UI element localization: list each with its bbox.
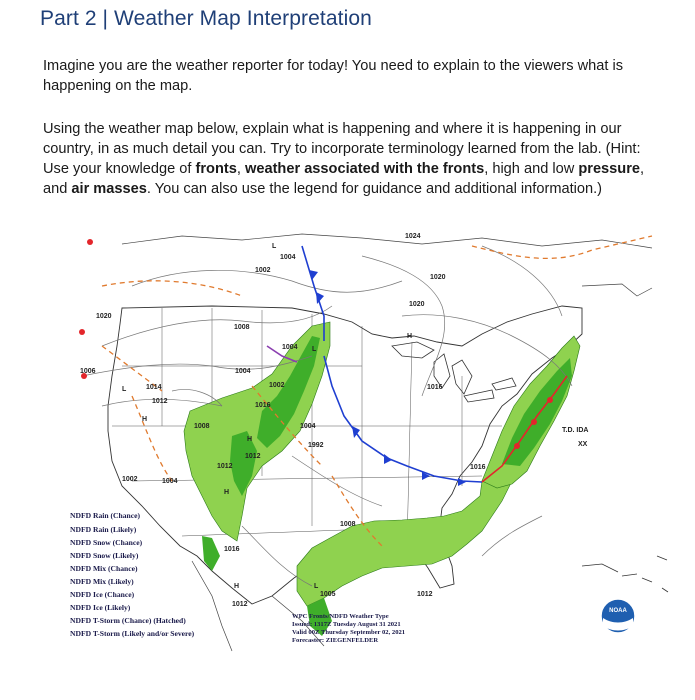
instr-text-1: Using the weather map below, explain what is happening and where it is happening in our country, in as much detail you can. Try to incorporate terminology learned from the lab. (Hint: Use your knowledge of xyxy=(43,121,641,177)
high-center-1: H xyxy=(142,416,148,423)
low-center-1: L xyxy=(272,243,277,250)
legend-item: NDFD Rain (Chance) xyxy=(70,511,141,520)
td-ida-label: T.D. IDA xyxy=(562,427,589,434)
legend-item: NDFD T-Storm (Likely and/or Severe) xyxy=(70,629,195,638)
legend-item: NDFD Ice (Chance) xyxy=(70,590,135,599)
isobar-label: 1012 xyxy=(417,591,433,598)
intro-paragraph: Imagine you are the weather reporter for today! You need to explain to the viewers what is happening on the map. xyxy=(43,58,624,94)
isobar-label: 1008 xyxy=(340,521,356,528)
isobar-label: 1012 xyxy=(245,453,261,460)
legend-item: NDFD Snow (Likely) xyxy=(70,551,139,560)
info-line: Forecaster: ZIEGENFELDER xyxy=(292,637,379,644)
instructions-paragraph xyxy=(43,119,668,199)
instr-text-2: , xyxy=(236,161,245,177)
info-line: Issued: 1317Z Tuesday August 31 2021 xyxy=(292,621,401,628)
isobar-label: 1005 xyxy=(320,591,336,598)
noaa-logo-text: NOAA xyxy=(609,608,627,614)
weather-map-svg xyxy=(62,226,672,661)
isobar-label: 1002 xyxy=(269,382,285,389)
legend-item: NDFD Ice (Likely) xyxy=(70,603,131,612)
isobar-label: 1020 xyxy=(430,274,446,281)
low-center-3: L xyxy=(122,386,127,393)
isobar-label: 1012 xyxy=(152,398,168,405)
isobar-label: 1002 xyxy=(255,267,271,274)
isobar-label: 1020 xyxy=(96,313,112,320)
legend-item: NDFD T-Storm (Chance) (Hatched) xyxy=(70,616,186,625)
isobar-label: 1004 xyxy=(280,254,296,261)
instr-bold-pressure: pressure xyxy=(578,161,640,177)
high-center-3: H xyxy=(224,489,230,496)
info-line: Valid 00Z Thursday September 02, 2021 xyxy=(292,629,406,636)
isobar-label: 1004 xyxy=(235,368,251,375)
isobar-label: 1002 xyxy=(122,476,138,483)
instr-text-3: , high and low xyxy=(484,161,579,177)
td-ida-symbol: XX xyxy=(578,441,588,448)
isobar-label: 1016 xyxy=(224,546,240,553)
legend-item: NDFD Snow (Chance) xyxy=(70,538,143,547)
isobar-label: 1012 xyxy=(217,463,233,470)
low-center-4: L xyxy=(314,583,319,590)
high-center-2: H xyxy=(247,436,253,443)
instr-text-4: , and xyxy=(43,161,645,197)
page-title: Part 2 | Weather Map Interpretation xyxy=(40,7,372,30)
isobar-label: 1016 xyxy=(427,384,443,391)
legend-item: NDFD Mix (Likely) xyxy=(70,577,134,586)
instr-bold-fronts: fronts xyxy=(195,161,237,177)
isobar-label: 1014 xyxy=(146,384,162,391)
instr-bold-air-masses: air masses xyxy=(71,181,147,197)
low-center-2: L xyxy=(312,346,317,353)
isobar-label: 1008 xyxy=(234,324,250,331)
isobar-label: 1024 xyxy=(405,233,421,240)
isobar-label: 1004 xyxy=(282,344,298,351)
isobar-label: 1012 xyxy=(232,601,248,608)
isobar-label: 1006 xyxy=(80,368,96,375)
isobar-label: 1004 xyxy=(162,478,178,485)
weather-map xyxy=(62,226,672,661)
noaa-logo xyxy=(601,599,635,633)
isobar-label: 1016 xyxy=(255,402,271,409)
high-center-5: H xyxy=(407,333,413,340)
isobar-label: 1016 xyxy=(470,464,486,471)
high-center-4: H xyxy=(234,583,240,590)
instr-text-5: . You can also use the legend for guidance and additional information.) xyxy=(146,181,603,197)
isobar-label: 1992 xyxy=(308,442,324,449)
isobar-label: 1020 xyxy=(409,301,425,308)
isobar-label: 1008 xyxy=(194,423,210,430)
legend-item: NDFD Mix (Chance) xyxy=(70,564,138,573)
instr-bold-weather: weather associated with the fronts xyxy=(244,161,485,177)
isobar-label: 1004 xyxy=(300,423,316,430)
info-line: WPC Fronts/NDFD Weather Type xyxy=(292,613,389,620)
legend-item: NDFD Rain (Likely) xyxy=(70,525,137,534)
